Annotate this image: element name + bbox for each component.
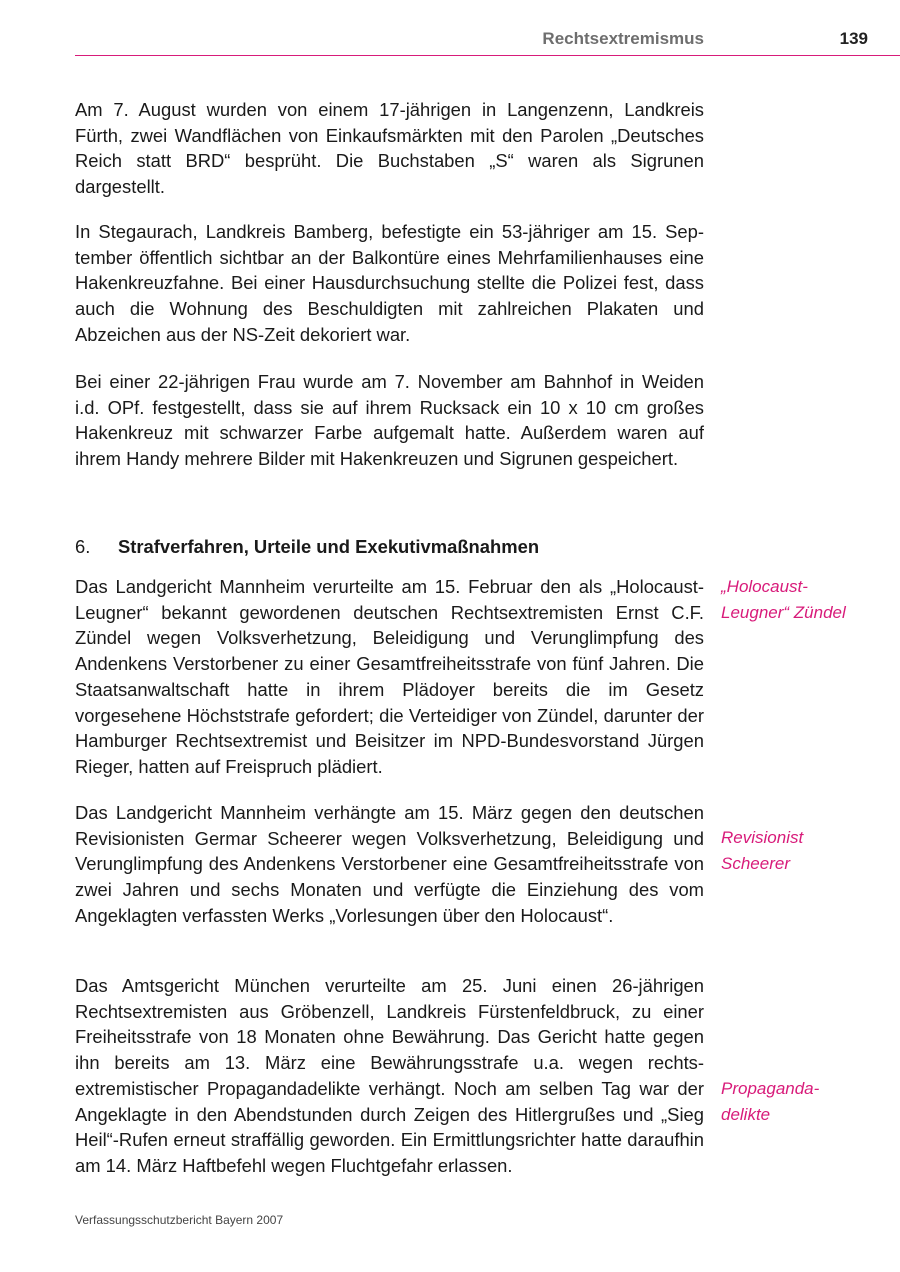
section-title: Strafverfahren, Urteile und Exekutivmaßnahmen	[118, 536, 540, 557]
paragraph-zuendel: Das Landgericht Mannheim verurteilte am 15. Februar den als „Holocaust-Leugner“ bekannt gewordenen deutschen Rechtsextremisten Ernst C.F. Zündel wegen Volksverhetzung, Beleidigung und Verunglimpfung des Andenkens Verstorbener zu einer Gesamtfreiheitsstrafe von fünf Jahren. Die Staatsanwaltschaft hatte in ihrem Plädoyer bereits die im Gesetz vorgesehene Höchststrafe gefordert; die Verteidiger von Zündel, darunter der Hamburger Rechtsextremist und Beisitzer im NPD-Bundesvorstand Jürgen Rieger, hatten auf Freispruch plädiert.	[75, 576, 704, 777]
margin-note-propaganda	[721, 1076, 891, 1127]
page-number: 139	[839, 29, 868, 48]
running-header-title: Rechtsextremismus	[542, 29, 704, 48]
margin-note-line: „Holocaust-	[721, 577, 808, 596]
page-footer: Verfassungsschutzbericht Bayern 2007	[75, 1213, 284, 1227]
margin-note-line: delikte	[721, 1104, 771, 1124]
paragraph-weiden: Bei einer 22-jährigen Frau wurde am 7. November am Bahnhof in Weiden i.d. OPf. festgestellt, dass sie auf ihrem Rucksack ein 10 x 10 cm großes Hakenkreuz mit schwarzer Farbe aufgemalt hatte. Außerdem waren auf ihrem Handy mehrere Bilder mit Hakenkreuzen und Sigrunen gespeichert.	[75, 371, 704, 470]
margin-note-zuendel	[721, 574, 891, 625]
section-heading	[75, 534, 704, 560]
paragraph-scheerer: Das Landgericht Mannheim verhängte am 15. März gegen den deutschen Revisionisten Germar Scheerer wegen Volksverhetzung, Beleidigung und Verunglimpfung des Andenkens Verstorbener eine Gesamtfreiheitsstrafe von zwei Jahren und sechs Monaten und verfügte die Einziehung des vom Angeklagten verfassten Werks „Vorlesungen über den Holocaust“.	[75, 802, 704, 926]
paragraph-groebenzell: Das Amtsgericht München verurteilte am 25. Juni einen 26-jährigen Rechtsextremisten aus Gröbenzell, Landkreis Fürstenfeldbruck, zu einer Freiheitsstrafe von 18 Monaten ohne Bewährung. Das Gericht hatte gegen ihn bereits am 13. März eine Bewährungsstrafe u.a. wegen rechtsextremistischer Propagandadelikte verhängt. Noch am selben Tag war der Angeklagte in den Abendstunden durch Zeigen des Hitlergrußes und „Sieg Heil“-Rufen erneut straffällig geworden. Ein Ermittlungsrichter hatte daraufhin am 14. März Haftbefehl wegen Fluchtgefahr erlassen.	[75, 975, 704, 1176]
paragraph-langenzenn: Am 7. August wurden von einem 17-jährigen in Langenzenn, Landkreis Fürth, zwei Wandflächen von Einkaufsmärkten mit den Parolen „Deutsches Reich statt BRD“ besprüht. Die Buchstaben „S“ waren als Sigrunen dargestellt.	[75, 99, 704, 198]
margin-note-line: Propaganda-	[721, 1079, 820, 1098]
margin-note-scheerer	[721, 825, 891, 876]
margin-note-line: Scheerer	[721, 853, 790, 873]
margin-note-line: Revisionist	[721, 828, 804, 847]
header-divider	[75, 55, 900, 56]
section-number: 6.	[75, 536, 91, 557]
margin-note-line: Leugner“ Zündel	[721, 602, 846, 622]
paragraph-stegaurach: In Stegaurach, Landkreis Bamberg, befestigte ein 53-jähriger am 15. September öffentlich sichtbar an der Balkontüre eines Mehrfamilienhauses eine Hakenkreuzfahne. Bei einer Hausdurchsuchung stellte die Polizei fest, dass auch die Wohnung des Beschuldigten mit zahlreichen Plakaten und Abzeichen aus der NS-Zeit dekoriert war.	[75, 221, 704, 345]
